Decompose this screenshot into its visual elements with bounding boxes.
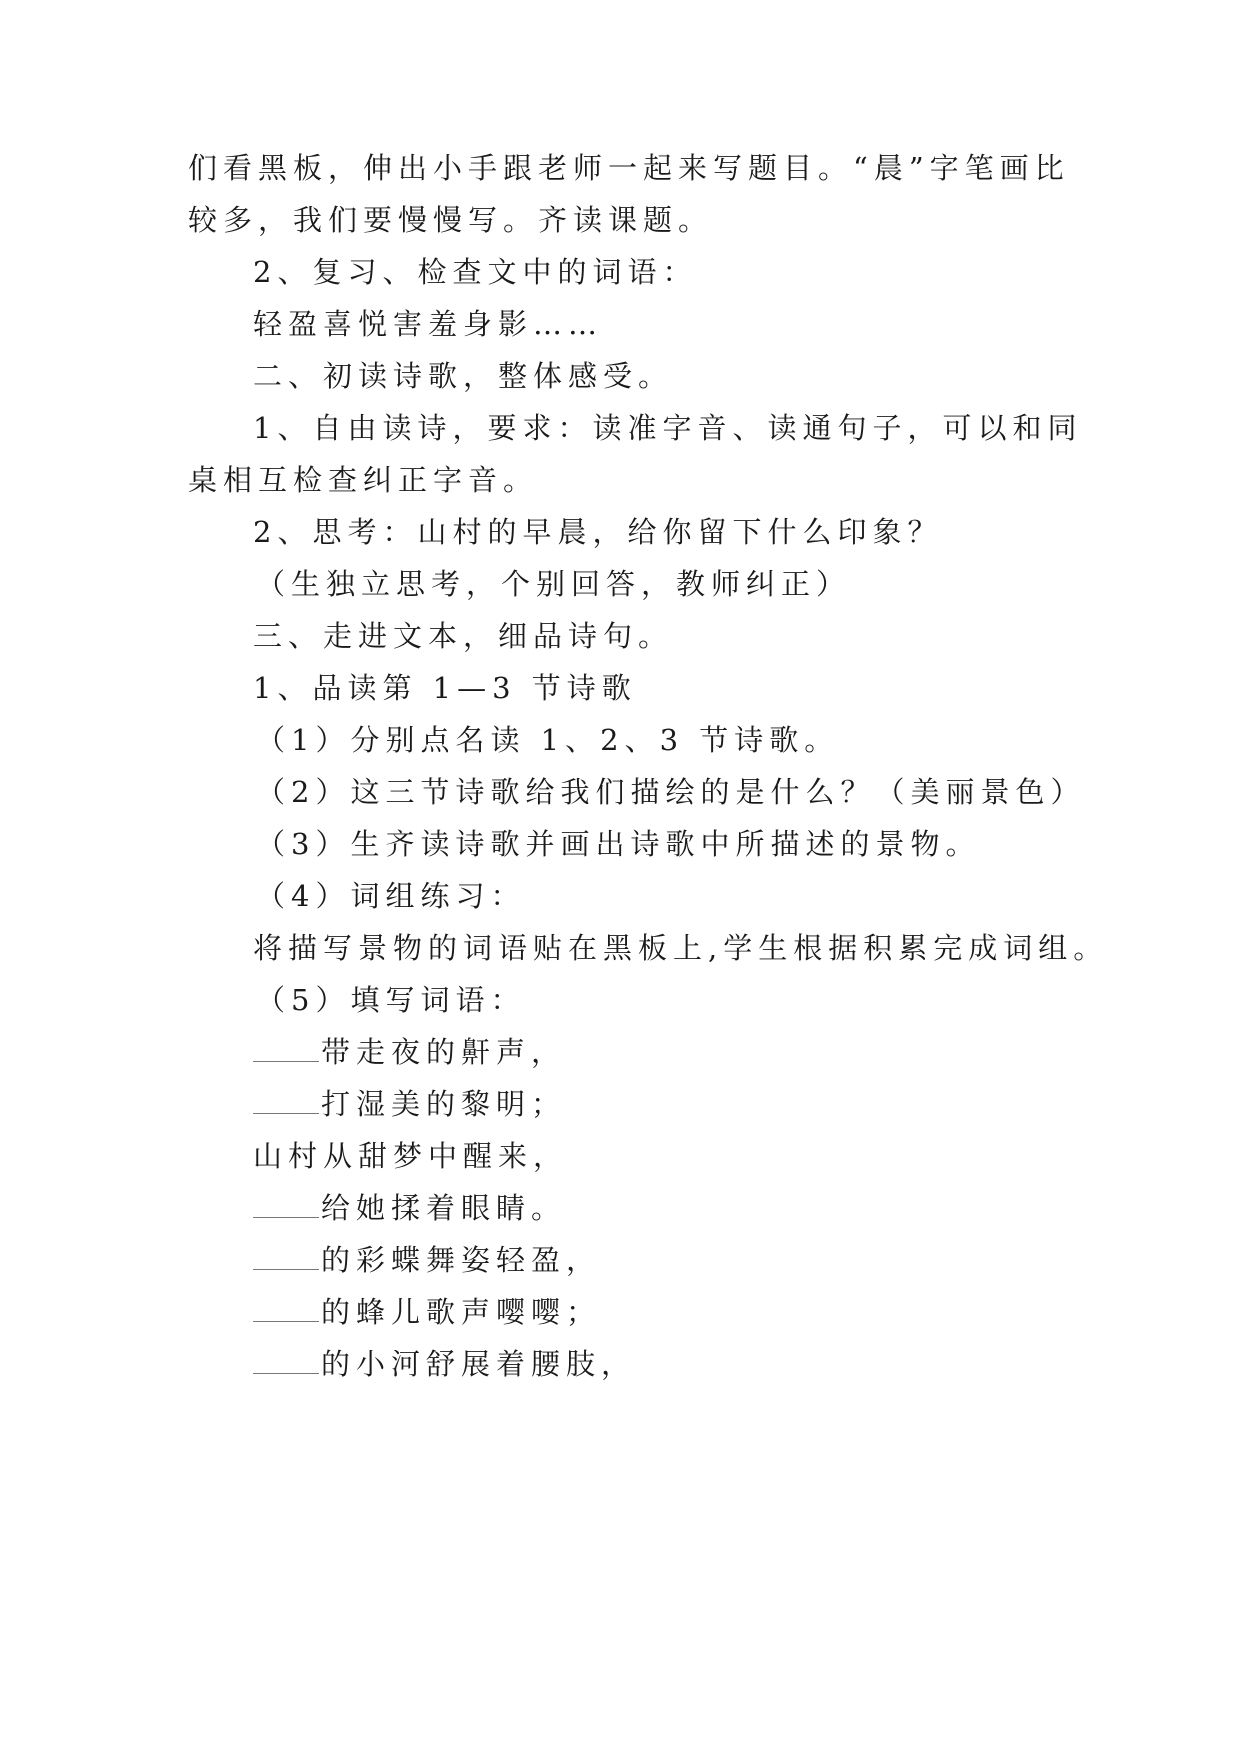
poem-text: 的蜂儿歌声嘤嘤； [321,1295,602,1329]
fill-in-line [253,1086,566,1122]
poem-text: 的彩蝶舞姿轻盈， [321,1243,602,1277]
fill-in-line [253,1190,566,1226]
text-line: 将描写景物的词语贴在黑板上,学生根据积累完成词组。 [253,931,1109,965]
text-line: 2、复习、检查文中的词语： [253,255,698,289]
section-heading: 二、初读诗歌，整体感受。 [253,359,674,393]
text-line: 桌相互检查纠正字音。 [188,463,539,497]
text-line: 们看黑板，伸出小手跟老师一起来写题目。“晨”字笔画比 [188,151,1070,185]
text-line: （4）词组练习： [256,879,526,913]
fill-in-line [253,1346,636,1382]
fill-in-line [253,1034,566,1070]
poem-text: 打湿美的黎明； [321,1087,567,1121]
section-heading: 三、走进文本，细品诗句。 [253,619,674,653]
fill-in-blank [253,1089,319,1114]
fill-in-blank [253,1349,319,1374]
fill-in-blank [253,1193,319,1218]
text-line: （1）分别点名读 1、2、3 节诗歌。 [256,723,840,757]
fill-in-line [253,1294,601,1330]
text-line: 1、自由读诗，要求：读准字音、读通句子，可以和同 [253,411,1083,445]
text-line: （5）填写词语： [256,983,526,1017]
poem-text: 带走夜的鼾声， [321,1035,567,1069]
text-line: 较多，我们要慢慢写。齐读课题。 [188,203,714,237]
fill-in-line [253,1242,601,1278]
text-line: 1、品读第 1—3 节诗歌 [253,671,637,705]
fill-in-blank [253,1297,319,1322]
poem-line: 山村从甜梦中醒来， [253,1139,569,1173]
poem-text: 的小河舒展着腰肢， [321,1347,637,1381]
fill-in-blank [253,1245,319,1270]
text-line: （生独立思考，个别回答，教师纠正） [256,567,852,601]
fill-in-blank [253,1037,319,1062]
text-line: （2）这三节诗歌给我们描绘的是什么？（美丽景色） [256,775,1086,809]
text-line: （3）生齐读诗歌并画出诗歌中所描述的景物。 [256,827,981,861]
text-line: 2、思考：山村的早晨，给你留下什么印象？ [253,515,943,549]
text-line: 轻盈喜悦害羞身影…… [253,307,604,341]
poem-text: 给她揉着眼睛。 [321,1191,567,1225]
